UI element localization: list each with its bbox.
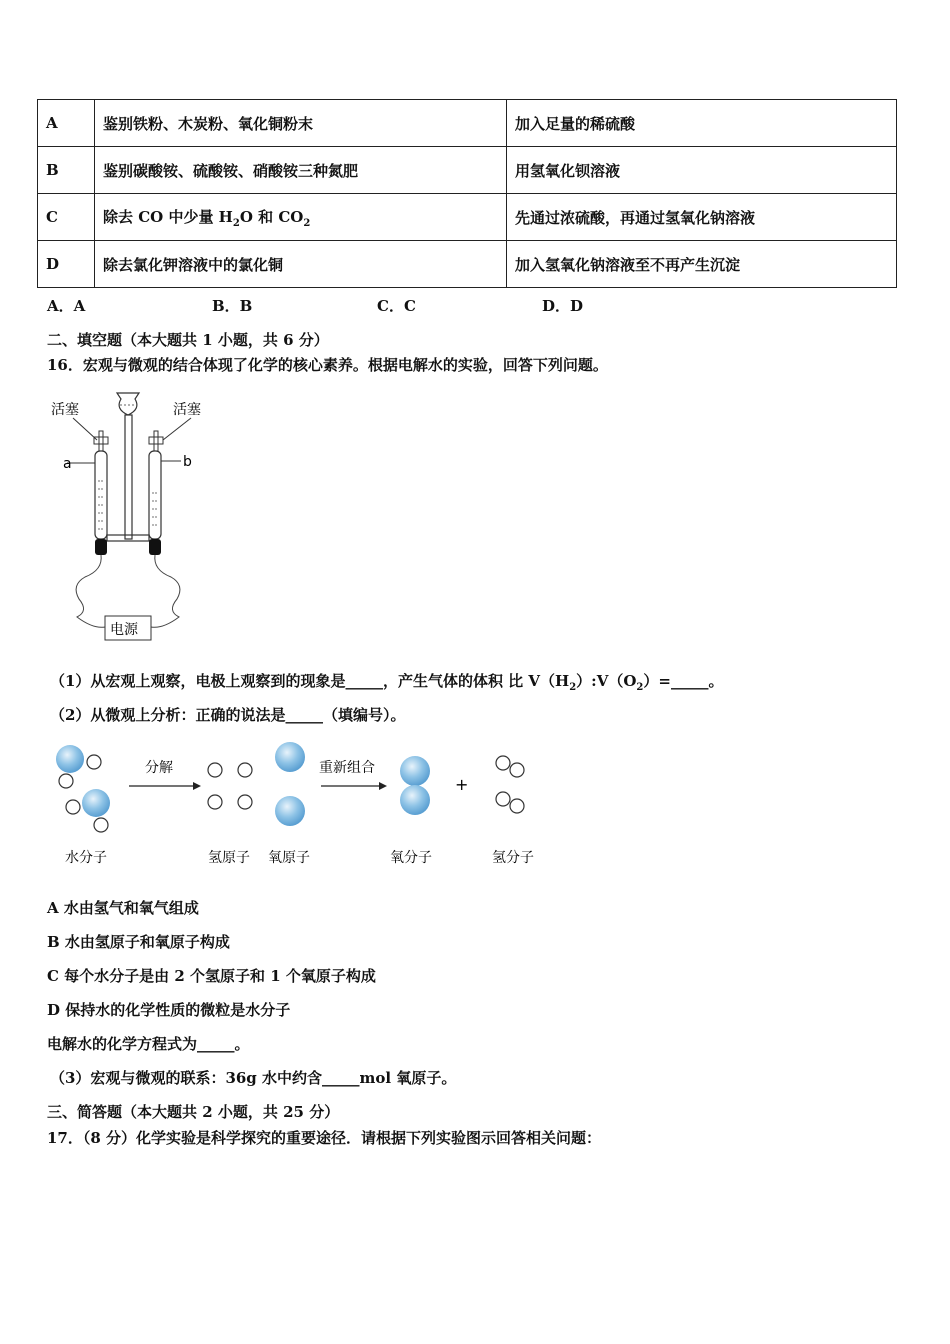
row-purpose bbox=[95, 194, 507, 241]
oxygen-atom bbox=[400, 785, 430, 815]
question-16-3: （3）宏观与微观的联系：36g 水中约含_____mol 氧原子。 bbox=[50, 1069, 457, 1087]
choice-a: A．A bbox=[47, 297, 86, 315]
tube-a-label: a bbox=[63, 456, 72, 472]
valve-label-right: 活塞 bbox=[173, 402, 201, 418]
oxygen-atom bbox=[275, 742, 305, 772]
subscript: 2 bbox=[232, 217, 240, 229]
label-water-molecule: 水分子 bbox=[65, 850, 107, 866]
nozzle-left bbox=[99, 431, 103, 451]
hydrogen-atom bbox=[208, 795, 222, 809]
hydrogen-atom bbox=[510, 763, 524, 777]
question-16-2: （2）从微观上分析：正确的说法是_____（填编号）。 bbox=[50, 706, 406, 724]
purpose-text: 除去 CO 中少量 H bbox=[103, 207, 233, 226]
option-b: B 水由氢原子和氧原子构成 bbox=[47, 933, 230, 951]
hydrogen-atom bbox=[496, 756, 510, 770]
row-key: D bbox=[38, 241, 95, 288]
label-oxygen-atom: 氧原子 bbox=[268, 850, 310, 866]
question-16: 16．宏观与微观的结合体现了化学的核心素养。根据电解水的实验，回答下列问题。 bbox=[47, 356, 608, 374]
plus-sign: + bbox=[455, 775, 469, 794]
section-3-heading: 三、简答题（本大题共 2 小题，共 25 分） bbox=[47, 1103, 340, 1121]
hydrogen-atom bbox=[94, 818, 108, 832]
choice-b: B．B bbox=[212, 297, 253, 315]
row-method: 加入足量的稀硫酸 bbox=[507, 100, 897, 147]
options-table bbox=[37, 99, 897, 288]
funnel-reservoir bbox=[117, 393, 139, 415]
oxygen-atom bbox=[82, 789, 110, 817]
hydrogen-atom bbox=[496, 792, 510, 806]
label-hydrogen-atom: 氢原子 bbox=[208, 850, 250, 866]
oxygen-atom bbox=[275, 796, 305, 826]
wire-left bbox=[76, 555, 105, 627]
purpose-text: O 和 CO bbox=[239, 207, 304, 226]
hydrogen-atom bbox=[208, 763, 222, 777]
tube-b-label: b bbox=[183, 454, 192, 470]
valve-label-left: 活塞 bbox=[51, 402, 79, 418]
oxygen-atom bbox=[400, 756, 430, 786]
row-purpose: 鉴别碳酸铵、硫酸铵、硝酸铵三种氮肥 bbox=[95, 147, 507, 194]
stopcock-left bbox=[94, 437, 108, 444]
electrolysis-apparatus bbox=[45, 385, 235, 647]
electrode-left bbox=[95, 539, 107, 555]
option-c: C 每个水分子是由 2 个氢原子和 1 个氧原子构成 bbox=[47, 967, 376, 985]
wire-right bbox=[151, 555, 180, 627]
row-purpose: 除去氯化钾溶液中的氯化铜 bbox=[95, 241, 507, 288]
tube-b-water bbox=[152, 493, 158, 525]
option-d: D 保持水的化学性质的微粒是水分子 bbox=[47, 1001, 291, 1019]
row-purpose: 鉴别铁粉、木炭粉、氧化铜粉末 bbox=[95, 100, 507, 147]
choice-c: C．C bbox=[377, 297, 416, 315]
row-key: A bbox=[38, 100, 95, 147]
question-16-1 bbox=[50, 670, 723, 693]
table-row bbox=[38, 100, 897, 147]
equation-line: 电解水的化学方程式为_____。 bbox=[47, 1035, 250, 1053]
stopcock-right bbox=[149, 437, 163, 444]
subscript: 2 bbox=[569, 682, 577, 693]
valve-pointer bbox=[163, 418, 191, 440]
option-a: A 水由氢气和氧气组成 bbox=[47, 899, 199, 917]
power-label: 电源 bbox=[110, 622, 138, 638]
q16-1-text: ）=_____。 bbox=[643, 672, 724, 690]
oxygen-atom bbox=[56, 745, 84, 773]
center-tube bbox=[125, 415, 132, 539]
choice-d: D．D bbox=[542, 297, 584, 315]
row-key: B bbox=[38, 147, 95, 194]
table-row bbox=[38, 147, 897, 194]
nozzle-right bbox=[154, 431, 158, 451]
table-row bbox=[38, 194, 897, 241]
label-hydrogen-molecule: 氢分子 bbox=[492, 850, 534, 866]
tube-a bbox=[95, 451, 107, 539]
hydrogen-atom bbox=[87, 755, 101, 769]
table-row bbox=[38, 241, 897, 288]
hydrogen-atom bbox=[59, 774, 73, 788]
hydrogen-atom bbox=[238, 795, 252, 809]
q16-1-text: （1）从宏观上观察，电极上观察到的现象是_____，产生气体的体积 比 V（H bbox=[50, 672, 570, 690]
valve-pointer bbox=[73, 418, 97, 440]
row-method: 先通过浓硫酸，再通过氢氧化钠溶液 bbox=[507, 194, 897, 241]
electrode-right bbox=[149, 539, 161, 555]
arrow-recombine-label: 重新组合 bbox=[319, 760, 375, 776]
hydrogen-atom bbox=[238, 763, 252, 777]
arrow-head bbox=[193, 782, 201, 790]
hydrogen-atom bbox=[66, 800, 80, 814]
q16-1-text: ）:V（O bbox=[576, 672, 637, 690]
connector-pipe bbox=[107, 535, 149, 541]
label-oxygen-molecule: 氧分子 bbox=[390, 850, 432, 866]
arrow-head bbox=[379, 782, 387, 790]
row-method: 用氢氧化钡溶液 bbox=[507, 147, 897, 194]
hydrogen-atom bbox=[510, 799, 524, 813]
arrow-decompose-label: 分解 bbox=[145, 760, 173, 776]
molecule-diagram bbox=[45, 735, 565, 875]
row-key: C bbox=[38, 194, 95, 241]
subscript: 2 bbox=[636, 682, 644, 693]
question-17: 17．（8 分）化学实验是科学探究的重要途径．请根据下列实验图示回答相关问题： bbox=[47, 1129, 602, 1147]
section-2-heading: 二、填空题（本大题共 1 小题，共 6 分） bbox=[47, 331, 329, 349]
tube-a-water bbox=[98, 481, 104, 529]
tube-b bbox=[149, 451, 161, 539]
subscript: 2 bbox=[303, 217, 311, 229]
row-method: 加入氢氧化钠溶液至不再产生沉淀 bbox=[507, 241, 897, 288]
